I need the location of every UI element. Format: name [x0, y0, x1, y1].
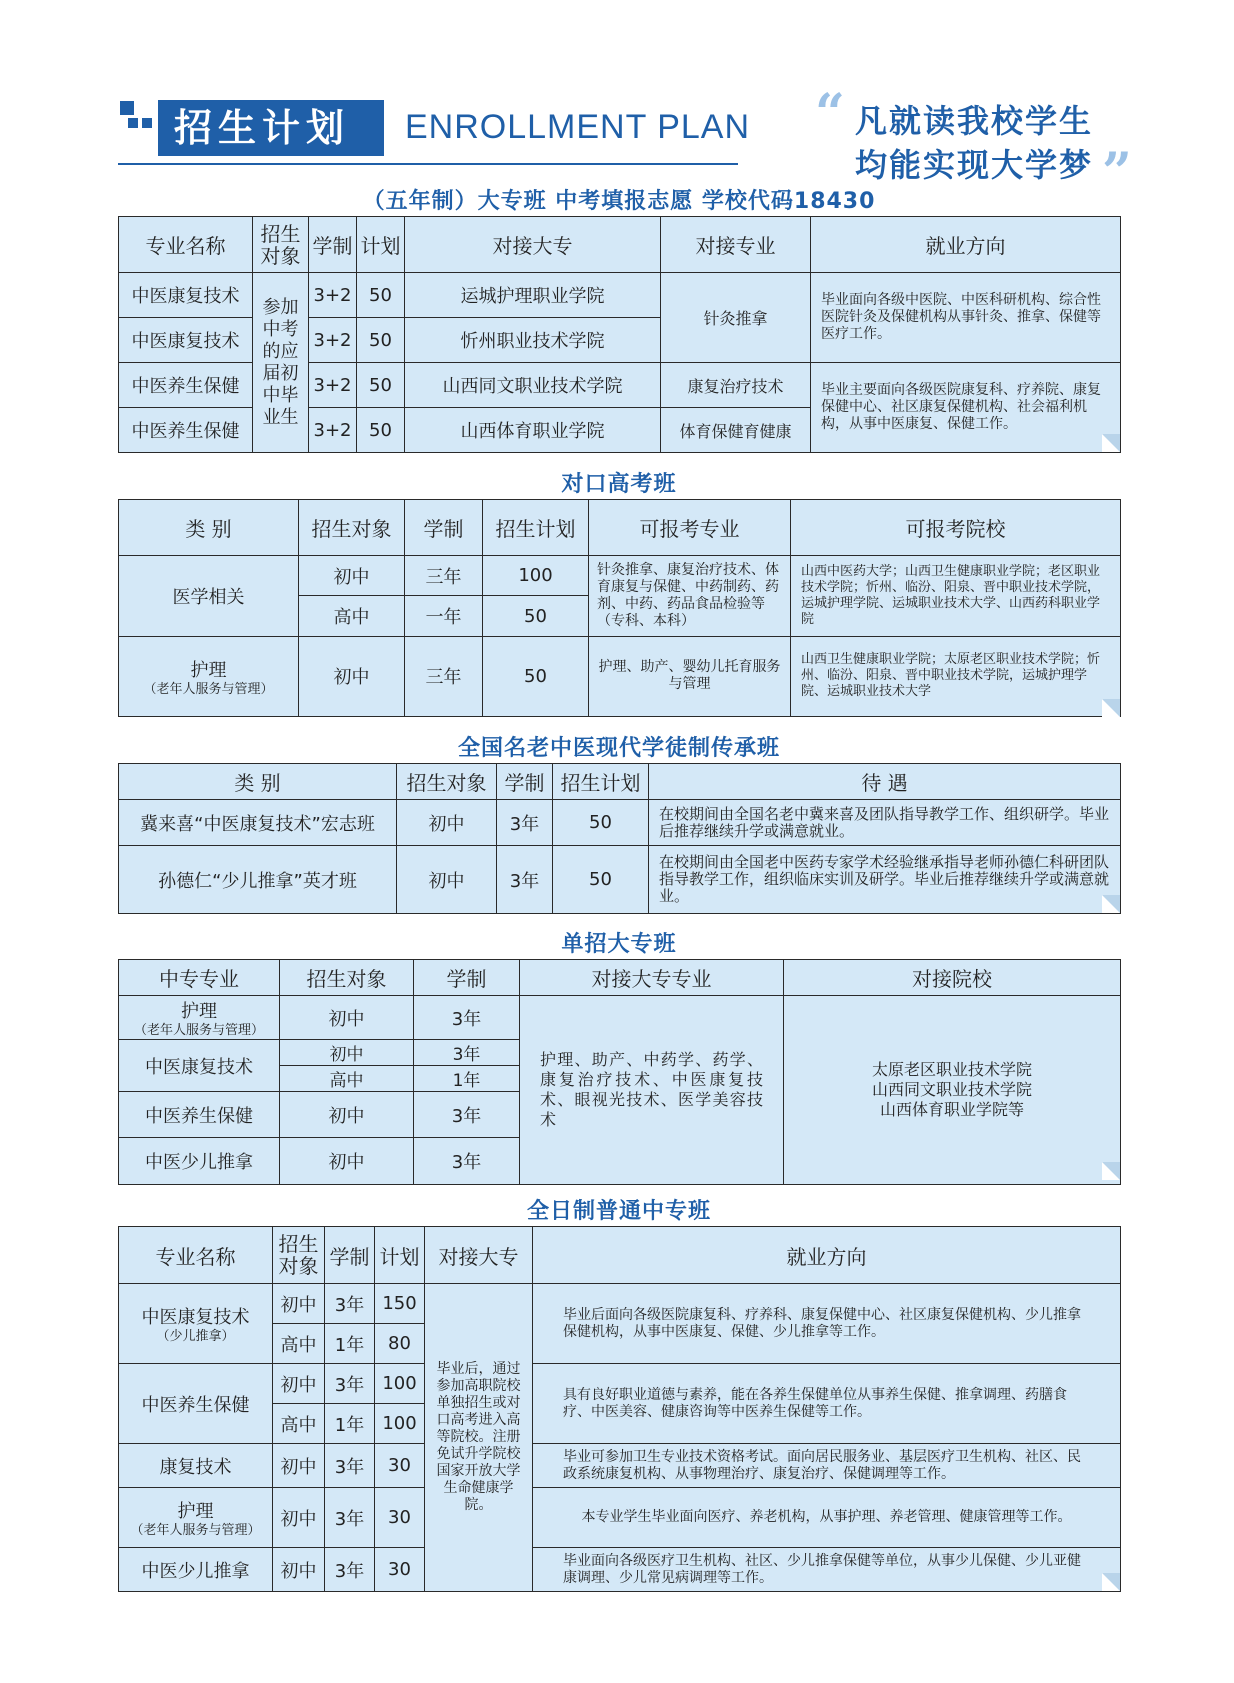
table-cell: 护理、助产、中药学、药学、康复治疗技术、中医康复技术、眼视光技术、医学美容技术: [520, 996, 784, 1185]
table-cell: 护理、助产、婴幼儿托育服务与管理: [589, 636, 791, 716]
major-sublabel: （老年人服务与管理）: [130, 1523, 261, 1538]
col-header: 专业名称: [119, 217, 253, 273]
col-header: 对接大专专业: [520, 960, 784, 996]
table-cell: 一年: [405, 596, 483, 636]
table-cell: 中医康复技术: [119, 1040, 280, 1092]
table-cell: 体育保健育健康: [661, 408, 811, 453]
logo-square-icon: [120, 101, 134, 115]
table-cell: 50: [357, 408, 405, 453]
table-cell: 山西卫生健康职业学院；太原老区职业技术学院；忻州、临汾、阳泉、晋中职业技术学院，运城护理学院、运城职业技术大学: [791, 636, 1121, 716]
table-cell: 高中: [273, 1324, 325, 1364]
table-cell: 中医少儿推拿: [119, 1138, 280, 1185]
table-cell: 3+2: [309, 408, 357, 453]
table-cell: 康复技术: [119, 1444, 273, 1488]
table-cell: 100: [483, 556, 589, 596]
table-cell: 中医养生保健: [119, 408, 253, 453]
major-sublabel: （老年人服务与管理）: [133, 1023, 264, 1038]
col-header: 可报考专业: [589, 500, 791, 556]
table-cell: [119, 636, 299, 716]
col-header: 计划: [357, 217, 405, 273]
col-header: 学制: [325, 1227, 375, 1284]
table-cell: 运城护理职业学院: [405, 273, 661, 318]
table-cell: 初中: [280, 1138, 414, 1185]
table-cell: 3+2: [309, 363, 357, 408]
col-header: 招生对象: [397, 764, 497, 800]
page-fold-icon: [1102, 699, 1120, 717]
table-cell: 30: [375, 1444, 425, 1488]
table-cell: [119, 1488, 273, 1548]
table-cell: 康复治疗技术: [661, 363, 811, 408]
quote-close-icon: ”: [1102, 142, 1132, 203]
table-cell: 中医养生保健: [119, 363, 253, 408]
table-cell: 30: [375, 1488, 425, 1548]
table-cell: 在校期间由全国老中医药专家学术经验继承指导老师孙德仁科研团队指导教学工作，组织临床实训及研学。毕业后推荐继续升学或满意就业。: [649, 846, 1121, 914]
table-cell: 1年: [414, 1066, 520, 1092]
col-header: 学制: [414, 960, 520, 996]
col-header: 对接院校: [784, 960, 1121, 996]
header-divider: [118, 163, 738, 165]
table-cell: 初中: [299, 556, 405, 596]
table-cell: 3年: [325, 1444, 375, 1488]
table-cell: 医学相关: [119, 556, 299, 636]
page-title-en: ENROLLMENT PLAN: [405, 108, 751, 146]
table-cell: 山西同文职业技术学院: [405, 363, 661, 408]
col-header: 类 别: [119, 500, 299, 556]
table-cell: 初中: [273, 1488, 325, 1548]
col-header: 计划: [375, 1227, 425, 1284]
major-label: 护理: [181, 1001, 217, 1022]
table-cell: 毕业后，通过参加高职院校单独招生或对口高考进入高等院校。注册免试升学院校国家开放大学生命健康学院。: [425, 1284, 533, 1592]
apprentice-table: [118, 763, 1121, 914]
major-label: 护理: [177, 1501, 214, 1522]
table-cell: 三年: [405, 636, 483, 716]
table-cell: 3年: [325, 1284, 375, 1324]
table-cell: 针灸推拿、康复治疗技术、体育康复与保健、中药制药、药剂、中药、药品食品检验等（专科、本科）: [589, 556, 791, 636]
table-cell: 高中: [280, 1066, 414, 1092]
table-cell: 1年: [325, 1404, 375, 1444]
table-cell: 初中: [273, 1364, 325, 1404]
table-cell: 忻州职业技术学院: [405, 318, 661, 363]
table-cell: 高中: [299, 596, 405, 636]
table-cell: 初中: [273, 1444, 325, 1488]
table-cell: 3年: [414, 1138, 520, 1185]
table-cell: [119, 996, 280, 1040]
table-cell: 中医养生保健: [119, 1364, 273, 1444]
table-cell: 50: [483, 596, 589, 636]
section-title-five-year: （五年制）大专班 中考填报志愿 学校代码18430: [362, 189, 876, 214]
table-cell: 本专业学生毕业面向医疗、养老机构，从事护理、养老管理、健康管理等工作。: [533, 1488, 1121, 1548]
col-header: 招生对象: [273, 1227, 325, 1284]
table-cell: 中医少儿推拿: [119, 1548, 273, 1592]
category-label: 护理: [190, 659, 227, 681]
slogan-line-2: 均能实现大学梦: [855, 146, 1094, 184]
table-cell: 毕业主要面向各级医院康复科、疗养院、康复保健中心、社区康复保健机构、社会福利机构，从事中医康复、保健工作。: [811, 363, 1121, 453]
table-cell: 80: [375, 1324, 425, 1364]
five-year-table: [118, 216, 1121, 453]
table-cell: 毕业后面向各级医院康复科、疗养科、康复保健中心、社区康复保健机构、少儿推拿保健机构，从事中医康复、保健、少儿推拿等工作。: [533, 1284, 1121, 1364]
table-cell: 初中: [397, 846, 497, 914]
col-header: 就业方向: [811, 217, 1121, 273]
table-cell: 初中: [397, 800, 497, 846]
table-cell: 3年: [414, 1092, 520, 1138]
col-header: 对接大专: [425, 1227, 533, 1284]
table-cell: 3年: [497, 846, 553, 914]
table-cell: 冀来喜“中医康复技术”宏志班: [119, 800, 397, 846]
table-cell: 50: [483, 636, 589, 716]
table-cell: 30: [375, 1548, 425, 1592]
col-header: 类 别: [119, 764, 397, 800]
table-cell: 初中: [273, 1548, 325, 1592]
col-header: 专业名称: [119, 1227, 273, 1284]
table-cell: 针灸推拿: [661, 273, 811, 363]
table-cell: 中医康复技术: [119, 318, 253, 363]
table-cell: 100: [375, 1404, 425, 1444]
table-cell: 1年: [325, 1324, 375, 1364]
col-header: 招生对象: [280, 960, 414, 996]
col-header: 中专专业: [119, 960, 280, 996]
logo-square-icon: [128, 118, 138, 128]
table-cell: 山西体育职业学院: [405, 408, 661, 453]
table-cell: 参加中考的应届初中毕业生: [253, 273, 309, 453]
table-cell: 3+2: [309, 318, 357, 363]
gaokao-table: [118, 499, 1121, 717]
major-label: 中医康复技术: [141, 1307, 250, 1328]
col-header: 学制: [497, 764, 553, 800]
col-header: 待 遇: [649, 764, 1121, 800]
table-cell: 毕业面向各级中医院、中医科研机构、综合性医院针灸及保健机构从事针灸、推拿、保健等医疗工作。: [811, 273, 1121, 363]
table-cell: 3年: [497, 800, 553, 846]
table-cell: 毕业面向各级医疗卫生机构、社区、少儿推拿保健等单位，从事少儿保健、少儿亚健康调理、少儿常见病调理等工作。: [533, 1548, 1121, 1592]
table-cell: 50: [357, 363, 405, 408]
table-cell: 3年: [325, 1364, 375, 1404]
table-cell: 高中: [273, 1404, 325, 1444]
table-cell: 初中: [273, 1284, 325, 1324]
col-header: 对接专业: [661, 217, 811, 273]
col-header: 可报考院校: [791, 500, 1121, 556]
single-enroll-table: [118, 959, 1121, 1185]
col-header: 学制: [405, 500, 483, 556]
table-cell: 100: [375, 1364, 425, 1404]
table-cell: 中医养生保健: [119, 1092, 280, 1138]
table-cell: 三年: [405, 556, 483, 596]
col-header: 招生计划: [553, 764, 649, 800]
table-cell: 150: [375, 1284, 425, 1324]
table-cell: 初中: [280, 1040, 414, 1066]
col-header: 招生对象: [299, 500, 405, 556]
section-title-apprentice: 全国名老中医现代学徒制传承班: [457, 736, 780, 761]
table-cell: 中医康复技术: [119, 273, 253, 318]
table-cell: 3年: [414, 1040, 520, 1066]
table-cell: 3+2: [309, 273, 357, 318]
page-fold-icon: [1102, 895, 1120, 913]
major-sublabel: （少儿推拿）: [156, 1329, 235, 1344]
slogan-line-1: 凡就读我校学生: [855, 102, 1094, 140]
table-cell: 3年: [414, 996, 520, 1040]
table-cell: 50: [357, 273, 405, 318]
logo-square-icon: [142, 118, 152, 128]
section-title-gaokao: 对口高考班: [561, 472, 677, 497]
section-title-single-enroll: 单招大专班: [561, 932, 677, 957]
table-cell: 初中: [280, 996, 414, 1040]
table-cell: 初中: [299, 636, 405, 716]
page-fold-icon: [1102, 434, 1120, 452]
page-fold-icon: [1102, 1573, 1120, 1591]
table-cell: 初中: [280, 1092, 414, 1138]
table-cell: 在校期间由全国名老中冀来喜及团队指导教学工作、组织研学。毕业后推荐继续升学或满意就业。: [649, 800, 1121, 846]
col-header: 招生计划: [483, 500, 589, 556]
table-cell: 3年: [325, 1548, 375, 1592]
table-cell: 50: [357, 318, 405, 363]
table-cell: 50: [553, 846, 649, 914]
page-fold-icon: [1102, 1162, 1120, 1180]
quote-open-icon: “: [815, 83, 845, 144]
fulltime-table: [118, 1226, 1121, 1592]
col-header: 学制: [309, 217, 357, 273]
table-cell: [119, 1284, 273, 1364]
col-header: 就业方向: [533, 1227, 1121, 1284]
table-cell: 山西中医药大学；山西卫生健康职业学院；老区职业技术学院；忻州、临汾、阳泉、晋中职业技术学院，运城护理学院、运城职业技术大学、山西药科职业学院: [791, 556, 1121, 636]
section-title-fulltime: 全日制普通中专班: [526, 1199, 711, 1224]
table-cell: 毕业可参加卫生专业技术资格考试。面向居民服务业、基层医疗卫生机构、社区、民政系统康复机构、从事物理治疗、康复治疗、保健调理等工作。: [533, 1444, 1121, 1488]
table-cell: 3年: [325, 1488, 375, 1548]
table-cell: 孙德仁“少儿推拿”英才班: [119, 846, 397, 914]
col-header: 招生对象: [253, 217, 309, 273]
table-cell: 太原老区职业技术学院 山西同文职业技术学院 山西体育职业学院等: [784, 996, 1121, 1185]
page-title: 招生计划: [158, 100, 384, 156]
table-cell: 具有良好职业道德与素养，能在各养生保健单位从事养生保健、推拿调理、药膳食疗、中医美容、健康咨询等中医养生保健等工作。: [533, 1364, 1121, 1444]
category-sublabel: （老年人服务与管理）: [143, 681, 274, 697]
table-cell: 50: [553, 800, 649, 846]
col-header: 对接大专: [405, 217, 661, 273]
